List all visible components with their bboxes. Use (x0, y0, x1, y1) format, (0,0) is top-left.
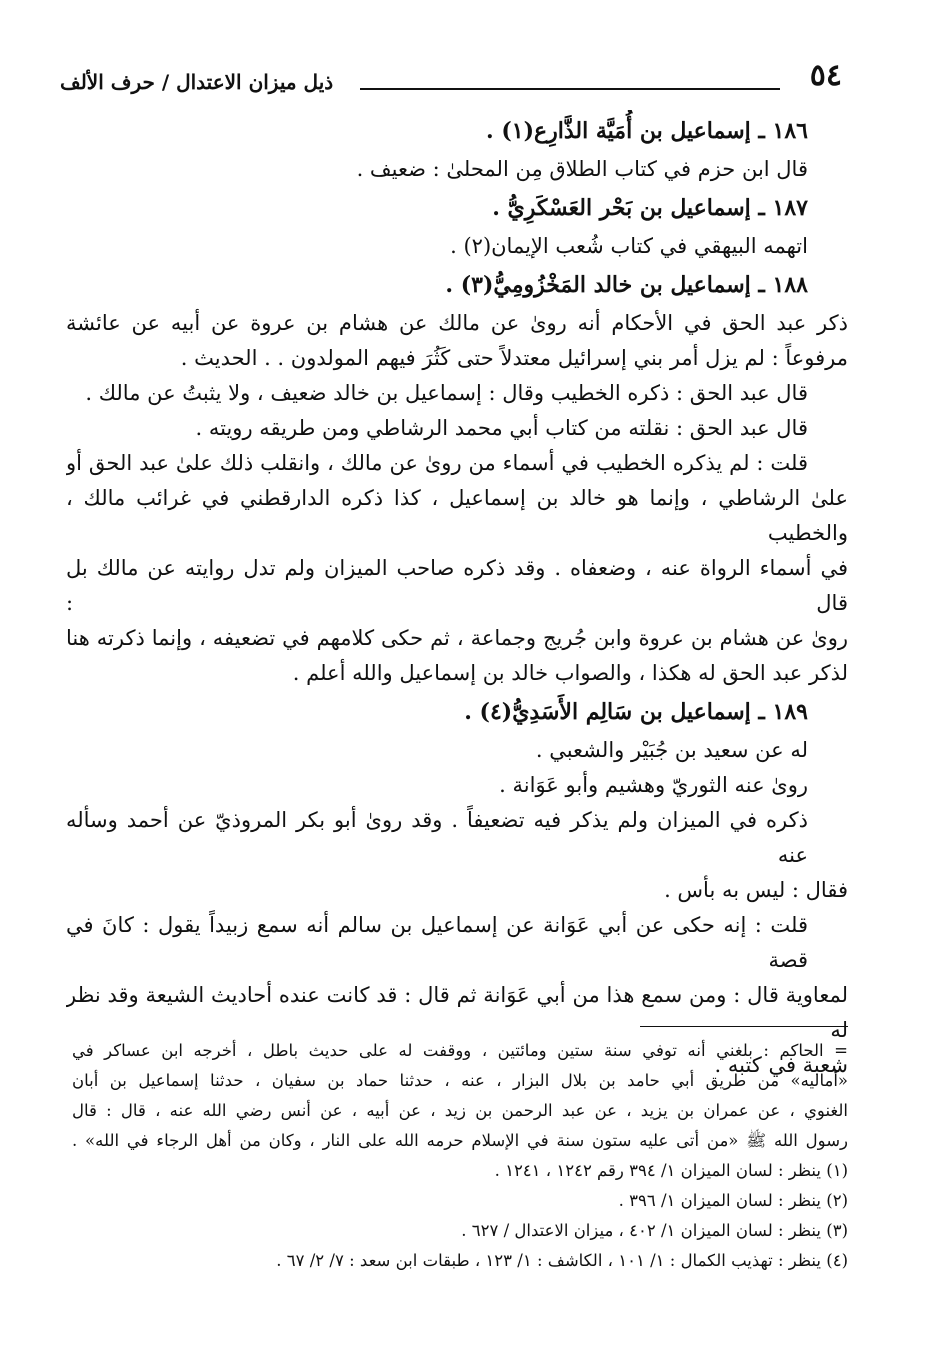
footnote-line: «أماليه» من طريق أبي حامد بن بلال البزار ، عنه ، حدثنا حماد بن سفيان ، حدثنا إسماعيل بن أبان (72, 1071, 848, 1090)
text-line: قال ابن حزم في كتاب الطلاق مِن المحلىٰ : ضعيف . (356, 157, 808, 181)
text-line: قال عبد الحق : ذكره الخطيب وقال : إسماعيل بن خالد ضعيف ، ولا يثبتُ عن مالك . (85, 381, 808, 405)
text-line: روىٰ عنه الثوريّ وهشيم وأبو عَوَانة . (499, 773, 808, 797)
entry-heading: ١٨٨ ـ إسماعيل بن خالد المَخْزُومِيُّ(٣) . (445, 272, 808, 298)
text-line: له عن سعيد بن جُبَيْر والشعبي . (535, 738, 808, 762)
text-line: فقال : ليس به بأس . (664, 878, 848, 902)
text-line: قلت : لم يذكره الخطيب في أسماء من روىٰ عن مالك ، وانقلب ذلك علىٰ عبد الحق أو (66, 451, 808, 475)
footnote-line: (١) ينظر : لسان الميزان ١/ ٣٩٤ رقم ١٢٤٢ ، ١٢٤١ . (494, 1161, 848, 1180)
text-line: ذكر عبد الحق في الأحكام أنه روىٰ عن مالك عن هشام بن عروة عن أبيه عن عائشة (66, 311, 848, 335)
footnote-line: (٤) ينظر : تهذيب الكمال : ١/ ١٠١ ، الكاشف : ١/ ١٢٣ ، طبقات ابن سعد : ٧/ ٢/ ٦٧ . (276, 1251, 848, 1270)
entry-heading: ١٨٧ ـ إسماعيل بن بَحْر العَسْكَرِيُّ . (492, 195, 808, 221)
page-number: ٥٤ (809, 58, 842, 93)
footnotes (72, 1036, 848, 1276)
text-line: شعبة في كتبه . (714, 1053, 848, 1077)
text-line: مرفوعاً : لم يزل أمر بني إسرائيل معتدلاً حتى كَثُرَ فيهم المولدون . . الحديث . (180, 346, 848, 370)
text-line: لذكر عبد الحق له هكذا ، والصواب خالد بن إسماعيل والله أعلم . (292, 661, 848, 685)
text-line: روىٰ عن هشام بن عروة وابن جُريج وجماعة ، ثم حكى كلامهم في تضعيفه ، وإنما ذكرته هنا (66, 626, 848, 650)
entry-heading: ١٨٩ ـ إسماعيل بن سَالِم الأَسَدِيُّ(٤) . (464, 699, 808, 725)
text-line: في أسماء الرواة عنه ، وضعفاه . وقد ذكره صاحب الميزان ولم تدل روايته عن مالك بل قال : (66, 556, 848, 615)
footnote-line: الغنوي ، عن عمران بن يزيد ، عن عبد الرحمن بن زيد ، عن أبيه ، عن أنس رضي الله عنه ، قال : قال (72, 1101, 848, 1120)
text-line: ذكره في الميزان ولم يذكر فيه تضعيفاً . وقد روىٰ أبو بكر المروذيّ عن أحمد وسأله عنه (66, 808, 808, 867)
text-line: لمعاوية قال : ومن سمع هذا من أبي عَوَانة ثم قال : قد كانت عنده أحاديث الشيعة وقد نظر له (66, 983, 848, 1042)
text-line: قال عبد الحق : نقلته من كتاب أبي محمد الرشاطي ومن طريقه رويته . (195, 416, 808, 440)
footnote-line: = الحاكم : بلغني أنه توفي سنة ستين ومائتين ، ووقفت له على حديث باطل ، أخرجه ابن عساكر في (72, 1041, 848, 1060)
footnote-line: (٣) ينظر : لسان الميزان ١/ ٤٠٢ ، ميزان الاعتدال / ٦٢٧ . (461, 1221, 848, 1240)
text-line: قلت : إنه حكى عن أبي عَوَانة عن إسماعيل بن سالم أنه سمع زبيداً يقول : كانَ في قصة (66, 913, 808, 972)
running-title: ذيل ميزان الاعتدال / حرف الألف (60, 70, 334, 94)
entry-heading: ١٨٦ ـ إسماعيل بن أُمَيَّة الذَّارِع(١) . (486, 118, 808, 144)
main-text (66, 110, 848, 1083)
page-header (60, 58, 850, 102)
footnote-line: (٢) ينظر : لسان الميزان ١/ ٣٩٦ . (618, 1191, 848, 1210)
text-line: علىٰ الرشاطي ، وإنما هو خالد بن إسماعيل ، كذا ذكره الدارقطني في غرائب مالك ، والخطيب (66, 486, 848, 545)
text-line: اتهمه البيهقي في كتاب شُعب الإيمان(٢) . (450, 234, 808, 258)
header-rule (360, 88, 780, 90)
footnote-line: رسول الله ﷺ «من أتى عليه ستون سنة في الإسلام حرمه الله على النار ، وكان من أهل الرجاء في الله» . (72, 1131, 848, 1150)
footnote-separator (640, 1026, 848, 1027)
